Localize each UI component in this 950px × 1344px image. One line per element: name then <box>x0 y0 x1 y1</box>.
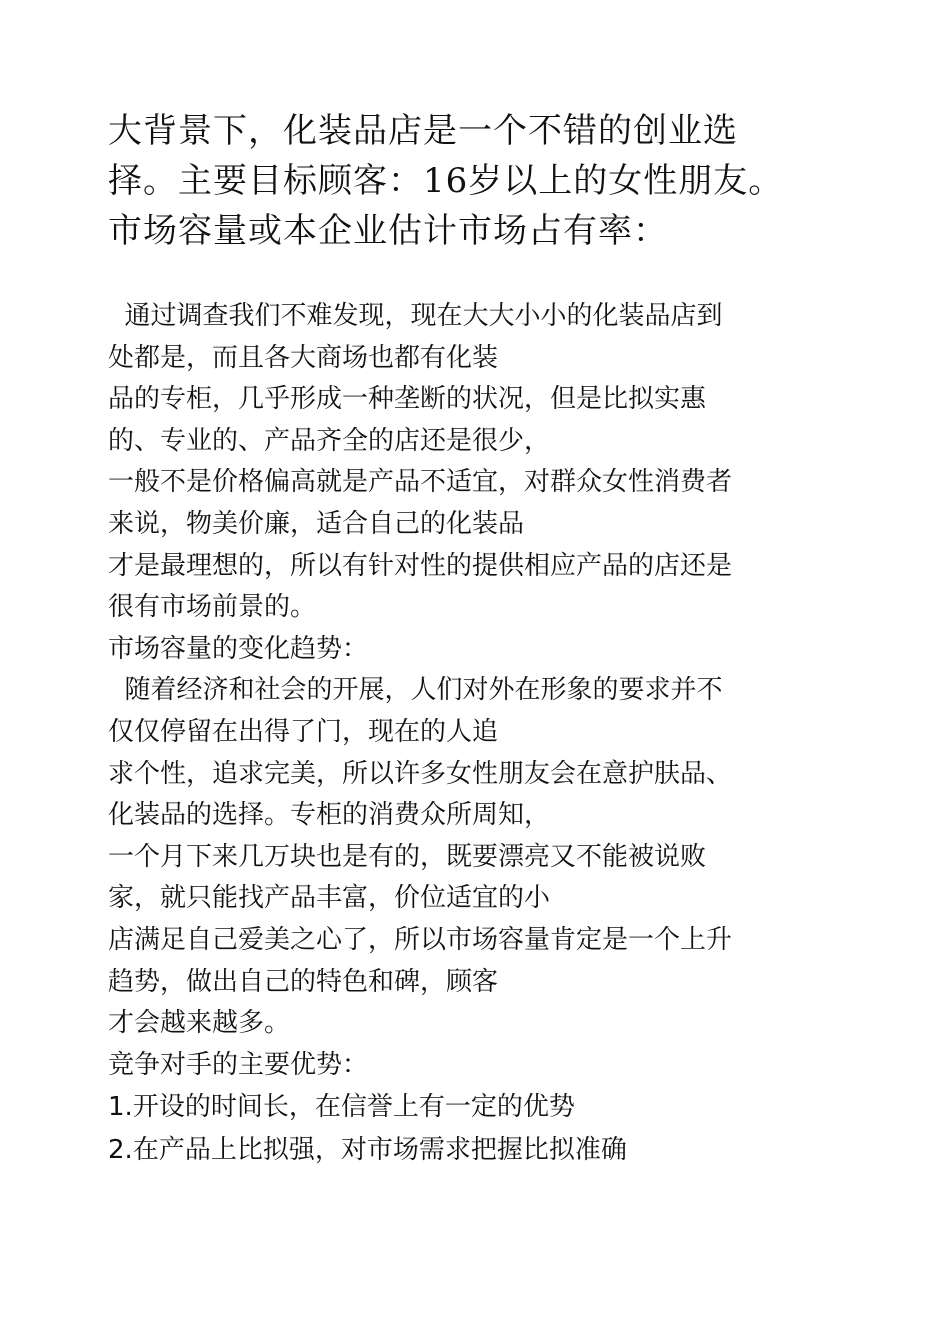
body-line: 家，就只能找产品丰富，价位适宜的小 <box>108 883 551 914</box>
list-item <box>108 1129 938 1172</box>
body-line: 的、专业的、产品齐全的店还是很少， <box>108 425 551 456</box>
body-text <box>108 296 938 1172</box>
body-line: 一般不是价格偏高就是产品不适宜，对群众女性消费者 <box>108 467 733 498</box>
body-line: 求个性，追求完美，所以许多女性朋友会在意护肤品、 <box>108 758 733 789</box>
list-item-text: 开设的时间长，在信誉上有一定的优势 <box>132 1092 575 1123</box>
body-line: 趋势，做出自己的特色和碑，顾客 <box>108 966 499 997</box>
section-label-competitors: 竞争对手的主要优势： <box>108 1049 369 1080</box>
body-line: 才会越来越多。 <box>108 1008 291 1039</box>
body-line: 处都是，而且各大商场也都有化装 <box>108 342 499 373</box>
body-line: 店满足自己爱美之心了，所以市场容量肯定是一个上升 <box>108 924 733 955</box>
heading-line-3: 市场容量或本企业估计市场占有率： <box>108 211 668 251</box>
body-line: 品的专柜，几乎形成一种垄断的状况，但是比拟实惠 <box>108 384 707 415</box>
body-line: 化装品的选择。专柜的消费众所周知， <box>108 800 551 831</box>
body-line: 一个月下来几万块也是有的，既要漂亮又不能被说败 <box>108 841 707 872</box>
list-item-number: 2. <box>108 1135 133 1166</box>
heading-line-1: 大背景下，化装品店是一个不错的创业选 <box>108 111 738 151</box>
list-item-text: 在产品上比拟强，对市场需求把握比拟准确 <box>132 1135 627 1166</box>
body-line: 来说，物美价廉，适合自己的化装品 <box>108 508 525 539</box>
list-item <box>108 1086 938 1129</box>
body-line: 很有市场前景的。 <box>108 592 317 623</box>
heading-block <box>108 106 908 256</box>
body-line: 仅仅停留在出得了门，现在的人追 <box>108 716 499 747</box>
heading-line-2: 择。主要目标顾客：16岁以上的女性朋友。 <box>108 161 784 201</box>
body-line: 随着经济和社会的开展，人们对外在形象的要求并不 <box>108 675 723 706</box>
list-item-number: 1. <box>108 1092 133 1123</box>
body-line: 通过调查我们不难发现，现在大大小小的化装品店到 <box>108 301 723 331</box>
body-line: 才是最理想的，所以有针对性的提供相应产品的店还是 <box>108 550 733 581</box>
section-label-trend: 市场容量的变化趋势： <box>108 633 369 664</box>
